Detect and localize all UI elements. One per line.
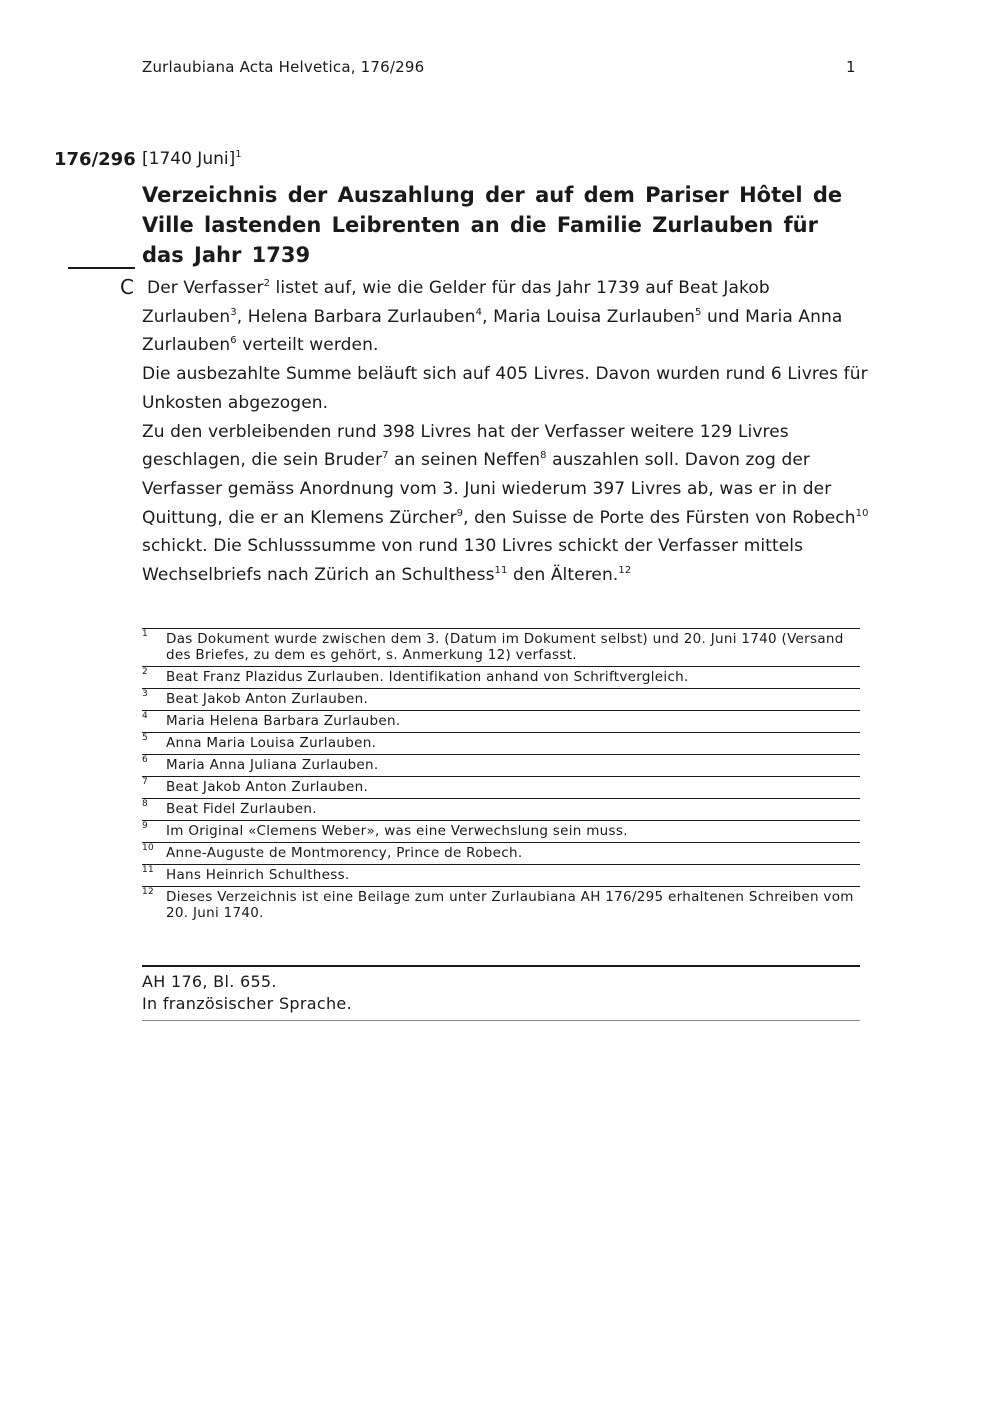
footnote-text: Beat Franz Plazidus Zurlauben. Identifikation anhand von Schriftvergleich.: [166, 669, 689, 685]
footnote-text: Maria Anna Juliana Zurlauben.: [166, 757, 379, 773]
footnote: [142, 820, 860, 842]
footnote-number: 10: [142, 843, 155, 853]
footnote-ref[interactable]: 12: [618, 565, 632, 577]
category-marker: C: [120, 275, 134, 299]
running-title: Zurlaubiana Acta Helvetica, 176/296: [142, 58, 425, 76]
footnote-text: Beat Jakob Anton Zurlauben.: [166, 779, 369, 795]
source-shelfmark: AH 176, Bl. 655.: [142, 972, 277, 991]
footnote: [142, 842, 860, 864]
footnotes: [142, 628, 860, 924]
footnote-ref[interactable]: 3: [230, 306, 237, 318]
footnote-number: 11: [142, 865, 155, 875]
marker-rule: [68, 267, 135, 269]
source-language: In französischer Sprache.: [142, 994, 352, 1013]
footnote: [142, 732, 860, 754]
footnote-number: 1: [142, 629, 149, 639]
footnote-ref[interactable]: 4: [475, 306, 483, 318]
footnote-ref[interactable]: 6: [230, 335, 237, 347]
footnote-number: 3: [142, 689, 149, 699]
summary: [142, 274, 872, 590]
footnote: [142, 864, 860, 886]
footnote-text: Beat Fidel Zurlauben.: [166, 801, 317, 817]
source-block: [142, 965, 860, 1021]
footnote-ref[interactable]: 9: [456, 507, 464, 519]
summary-paragraph-3: Zu den verbleibenden rund 398 Livres hat der Verfasser weitere 129 Livres geschlagen, die sein Bruder$^7$ an seinen Neffen$^8$ auszahlen soll. Davon zog der Verfasser gemäss Anordnung vom 3. Juni wiederum 397 Livres ab, was er in der Quittung, die er an Klemens Zürcher$^9$, den Suisse de Porte des Fürsten von Robech$^{10}$ schickt. Die Schlusssumme von rund 130 Livres schickt der Verfasser mittels Wechselbriefs nach Zürich an Schulthess$^{11}$ den Älteren.$^{12}$: [142, 421, 869, 586]
footnote: [142, 628, 860, 666]
footnote-text: Im Original «Clemens Weber», was eine Verwechslung sein muss.: [166, 823, 628, 839]
footnote-number: 2: [142, 667, 149, 677]
footnote-text: Hans Heinrich Schulthess.: [166, 867, 350, 883]
document-date: [142, 149, 242, 169]
footnote-text: Anna Maria Louisa Zurlauben.: [166, 735, 377, 751]
footnote: [142, 710, 860, 732]
summary-paragraph-2: Die ausbezahlte Summe beläuft sich auf 405 Livres. Davon wurden rund 6 Livres für Unkosten abgezogen.: [142, 364, 868, 413]
footnote-text: Anne-Auguste de Montmorency, Prince de Robech.: [166, 845, 523, 861]
document-title: Verzeichnis der Auszahlung der auf dem Pariser Hôtel de Ville lastenden Leibrenten an die Familie Zurlauben für das Jahr 1739: [142, 183, 843, 267]
footnote-number: 9: [142, 821, 149, 831]
footnote-number: 5: [142, 733, 149, 743]
document-date-text: [1740 Juni]: [142, 149, 236, 169]
footnote-number: 4: [142, 711, 149, 721]
document-id: 176/296: [54, 149, 136, 170]
page-number: 1: [846, 58, 856, 76]
footnote: [142, 688, 860, 710]
footnote: [142, 886, 860, 924]
footnote-number: 8: [142, 799, 149, 809]
footnote: [142, 754, 860, 776]
footnote: [142, 776, 860, 798]
footnote-ref[interactable]: 5: [695, 306, 702, 318]
summary-paragraph-1: Der Verfasser$^2$ listet auf, wie die Gelder für das Jahr 1739 auf Beat Jakob Zurlauben$^3$, Helena Barbara Zurlauben$^4$, Maria Louisa Zurlauben$^5$ und Maria Anna Zurlauben$^6$ verteilt werden.: [142, 278, 843, 356]
footnote-ref[interactable]: 8: [540, 450, 547, 462]
footnote-text: Dieses Verzeichnis ist eine Beilage zum unter Zurlaubiana AH 176/295 erhaltenen Schreiben vom 20. Juni 1740.: [166, 889, 854, 921]
footnote-ref[interactable]: 10: [855, 507, 869, 519]
footnote-number: 6: [142, 755, 149, 765]
footnote: [142, 666, 860, 688]
footnote-text: Beat Jakob Anton Zurlauben.: [166, 691, 369, 707]
footnote-ref[interactable]: 2: [263, 278, 271, 289]
footnote-text: Das Dokument wurde zwischen dem 3. (Datum im Dokument selbst) und 20. Juni 1740 (Versand des Briefes, zu dem es gehört, s. Anmerkung 12) verfasst.: [166, 631, 844, 663]
footnote-ref[interactable]: 11: [494, 565, 508, 577]
footnote-number: 12: [142, 887, 155, 897]
footnote-ref[interactable]: 7: [382, 450, 389, 462]
footnote-text: Maria Helena Barbara Zurlauben.: [166, 713, 401, 729]
footnote-ref[interactable]: 1: [235, 149, 242, 160]
footnote-number: 7: [142, 777, 149, 787]
footnote: [142, 798, 860, 820]
